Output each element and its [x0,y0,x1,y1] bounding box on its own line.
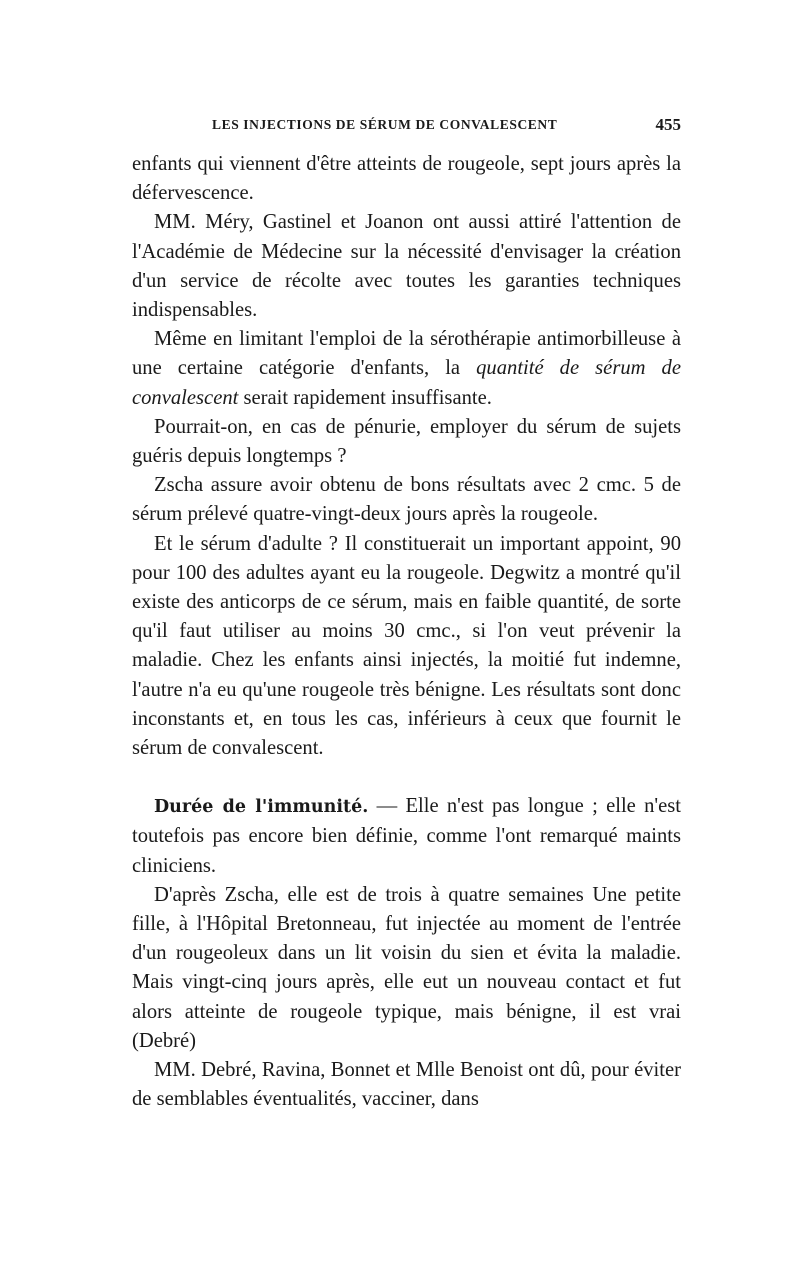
paragraph-3-emphasis: quantité de sérum de convalescent [132,357,681,409]
paragraph-3-end: serait rapidement insuffisante. [238,386,492,409]
page-number: 455 [655,115,681,134]
section-gap [132,763,681,792]
running-head: LES INJECTIONS DE SÉRUM DE CONVALESCENT [212,117,558,132]
paragraph-5: Zscha assure avoir obtenu de bons résultats avec 2 cmc. 5 de sérum prélevé quatre-vingt-deux jours après la rougeole. [132,474,681,526]
paragraph-8: D'après Zscha, elle est de trois à quatre semaines Une petite fille, à l'Hôpital Bretonneau, fut injectée au moment de l'entrée d'un rougeoleux dans un lit voisin du sien et évita la maladie. Mais vingt-cinq jours après, elle eut un nouveau contact et fut alors atteinte de rougeole typique, mais bénigne, il est vrai (Debré) [132,883,681,1052]
body-text [132,150,681,1115]
section-title: Durée de l'immunité. [154,797,369,818]
paragraph-7 [132,792,681,881]
paragraph-7-text: — Elle n'est pas longue ; elle n'est toutefois pas encore bien définie, comme l'ont remarqué maints cliniciens. [132,795,681,877]
paragraph-1: enfants qui viennent d'être atteints de rougeole, sept jours après la défervescence. [132,153,681,205]
paragraph-3-start: Même en limitant l'emploi de la sérothérapie antimorbilleuse à une certaine catégorie d'enfants, la [132,328,681,380]
paragraph-3 [132,325,681,413]
paragraph-6: Et le sérum d'adulte ? Il constituerait un important appoint, 90 pour 100 des adultes ayant eu la rougeole. Degwitz a montré qu'il existe des anticorps de ce sérum, mais en faible quantité, de sorte qu'il faut utiliser au moins 30 cmc., si l'on veut prévenir la maladie. Chez les enfants ainsi injectés, la moitié fut indemne, l'autre n'a eu qu'une rougeole très bénigne. Les résultats sont donc inconstants et, en tous les cas, inférieurs à ceux que fournit le sérum de convalescent. [132,532,681,760]
paragraph-2: MM. Méry, Gastinel et Joanon ont aussi attiré l'attention de l'Académie de Médecine sur la nécessité d'envisager la création d'un service de récolte avec toutes les garanties techniques indispensables. [132,211,681,322]
page-header [132,117,681,139]
paragraph-9: MM. Debré, Ravina, Bonnet et Mlle Benoist ont dû, pour éviter de semblables éventualités, vacciner, dans [132,1059,681,1111]
paragraph-4: Pourrait-on, en cas de pénurie, employer du sérum de sujets guéris depuis longtemps ? [132,415,681,468]
